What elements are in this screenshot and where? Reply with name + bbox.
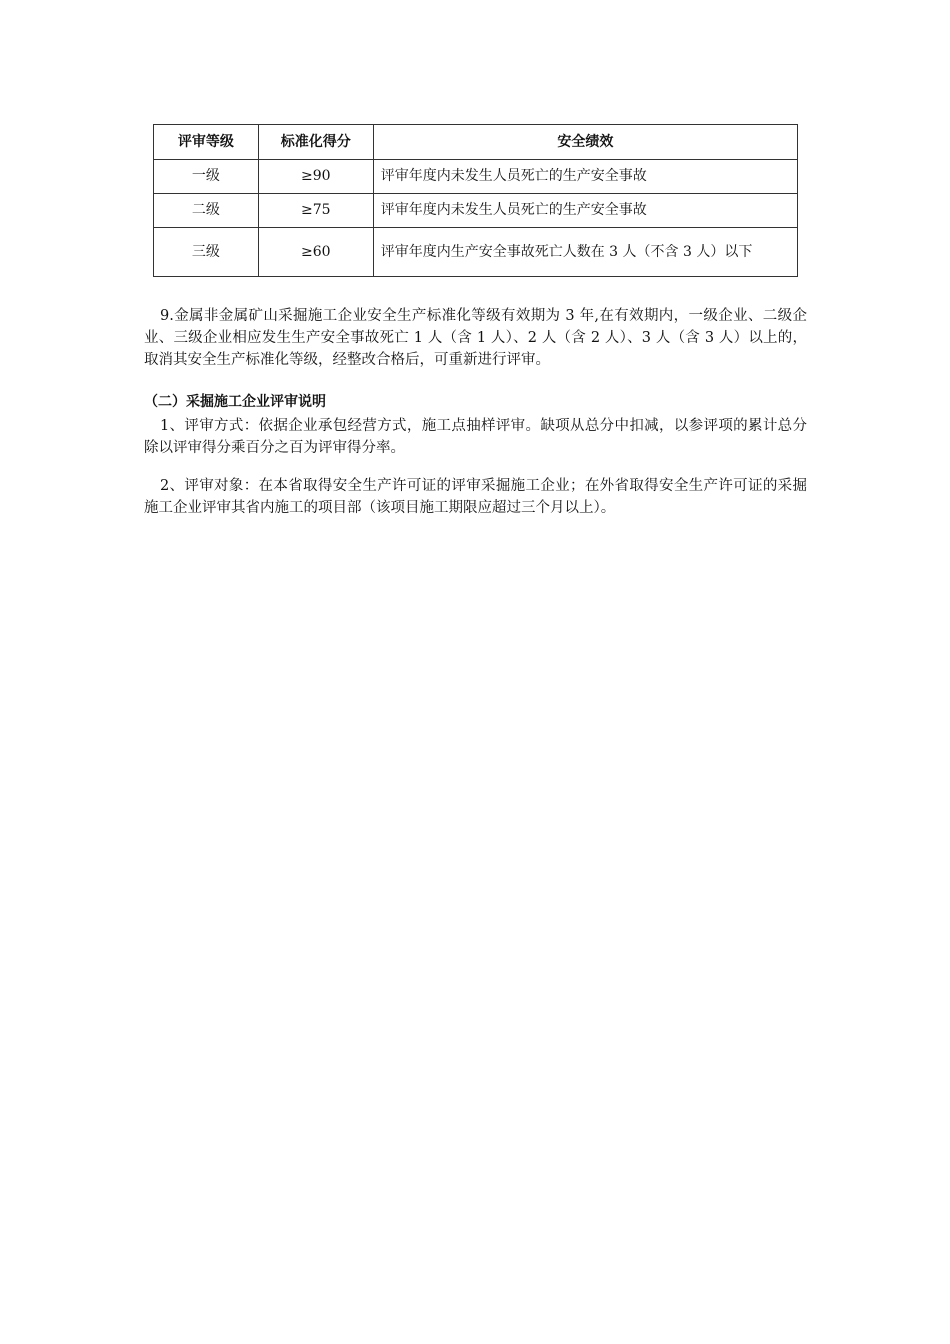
cell-performance: 评审年度内生产安全事故死亡人数在 3 人（不含 3 人）以下: [373, 228, 797, 277]
table-row: [154, 228, 798, 277]
cell-performance: 评审年度内未发生人员死亡的生产安全事故: [373, 160, 797, 194]
table-row: [154, 194, 798, 228]
cell-grade: 三级: [154, 228, 259, 277]
paragraph-review-target: 2、评审对象：在本省取得安全生产许可证的评审采掘施工企业；在外省取得安全生产许可证的采掘施工企业评审其省内施工的项目部（该项目施工期限应超过三个月以上）。: [144, 478, 807, 516]
header-grade: 评审等级: [154, 125, 259, 160]
cell-grade: 一级: [154, 160, 259, 194]
cell-grade: 二级: [154, 194, 259, 228]
paragraph-review-method: 1、评审方式：依据企业承包经营方式，施工点抽样评审。缺项从总分中扣减，以参评项的累计总分除以评审得分乘百分之百为评审得分率。: [144, 418, 807, 456]
section-heading: （二）采掘施工企业评审说明: [144, 394, 326, 410]
cell-score: ≥75: [258, 194, 373, 228]
table-header-row: [154, 125, 798, 160]
cell-performance: 评审年度内未发生人员死亡的生产安全事故: [373, 194, 797, 228]
table-row: [154, 160, 798, 194]
header-performance: 安全绩效: [373, 125, 797, 160]
cell-score: ≥90: [258, 160, 373, 194]
header-score: 标准化得分: [258, 125, 373, 160]
grade-table: [153, 124, 798, 277]
paragraph-validity: 9.金属非金属矿山采掘施工企业安全生产标准化等级有效期为 3 年,在有效期内，一级企业、二级企业、三级企业相应发生生产安全事故死亡 1 人（含 1 人）、2 人（含 2 人）、3 人（含 3 人）以上的，取消其安全生产标准化等级，经整改合格后，可重新进行评审。: [144, 308, 807, 368]
cell-score: ≥60: [258, 228, 373, 277]
